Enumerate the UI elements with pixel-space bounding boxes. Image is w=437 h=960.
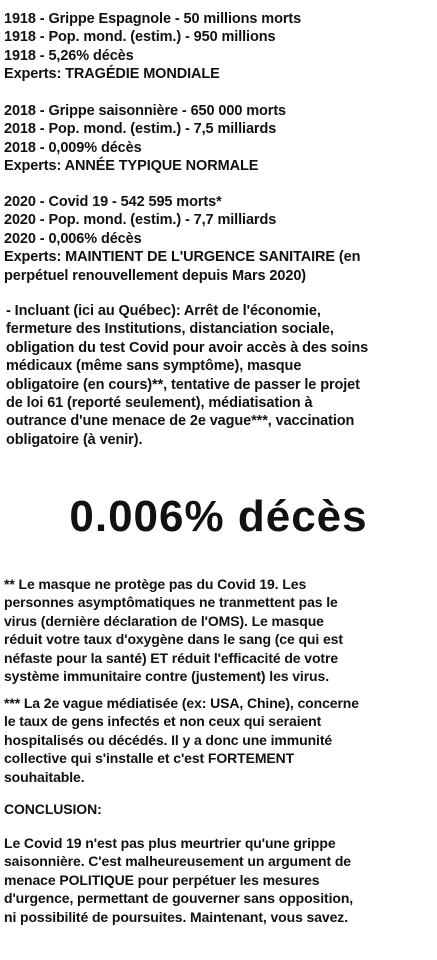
text-line: néfaste pour la santé) ET réduit l'efficacité de votre — [4, 649, 339, 666]
conclusion-heading — [4, 800, 434, 818]
text-line: saisonnière. C'est malheureusement un argument de — [4, 853, 351, 870]
conclusion-paragraph — [4, 834, 434, 926]
text-line: obligation du test Covid pour avoir accès à des soins — [6, 339, 369, 356]
text-line: 1918 - Pop. mond. (estim.) - 950 millions — [4, 29, 276, 46]
section-2020 — [4, 193, 434, 285]
text-line: ni possibilité de poursuites. Maintenant, vous savez. — [4, 908, 348, 925]
text-line: Le Covid 19 n'est pas plus meurtrier qu'une grippe — [4, 835, 336, 851]
measures-paragraph — [4, 302, 434, 449]
text-line: menace POLITIQUE pour perpétuer les mesures — [4, 871, 320, 888]
text-line: - Incluant (ici au Québec): Arrêt de l'économie, — [6, 303, 321, 319]
text-line: collective qui s'installe et c'est FORTEMENT — [4, 750, 295, 767]
text-line: ** Le masque ne protège pas du Covid 19. Les — [4, 576, 307, 592]
text-line: 1918 - 5,26% décès — [4, 47, 134, 64]
text-line: obligatoire (à venir). — [6, 431, 143, 448]
text-line: Experts: MAINTIENT DE L'URGENCE SANITAIRE (en — [4, 249, 361, 266]
text-line: perpétuel renouvellement depuis Mars 2020) — [4, 267, 307, 284]
text-line: système immunitaire contre (justement) les virus. — [4, 668, 329, 685]
text-line: 2018 - Pop. mond. (estim.) - 7,5 milliards — [4, 121, 277, 138]
text-line: de loi 61 (reporté seulement), médiatisation à — [6, 395, 313, 412]
text-line: 2020 - Pop. mond. (estim.) - 7,7 milliards — [4, 212, 277, 229]
text-line: fermeture des Institutions, distanciation sociale, — [6, 321, 334, 338]
text-line: 2020 - 0,006% décès — [4, 230, 142, 247]
text-line: outrance d'une menace de 2e vague***, vaccination — [6, 413, 355, 430]
text-line: obligatoire (en cours)**, tentative de passer le projet — [6, 376, 360, 393]
text-line: réduit votre taux d'oxygène dans le sang (ce qui est — [4, 631, 343, 648]
text-line: CONCLUSION: — [4, 801, 102, 817]
text-line: médicaux (même sans symptôme), masque — [6, 358, 302, 375]
text-line: d'urgence, permettant de gouverner sans opposition, — [4, 890, 354, 907]
text-line: 2020 - Covid 19 - 542 595 morts* — [4, 194, 222, 210]
text-line: 1918 - Grippe Espagnole - 50 millions morts — [4, 11, 302, 27]
note-mask — [4, 575, 434, 685]
text-line: hospitalisés ou décédés. Il y a donc une immunité — [4, 731, 333, 748]
note-second-wave — [4, 694, 434, 786]
text-line: 2018 - 0,009% décès — [4, 139, 142, 156]
text-line: Experts: TRAGÉDIE MONDIALE — [4, 66, 220, 83]
text-line: le taux de gens infectés et non ceux qui seraient — [4, 713, 322, 730]
text-line: 2018 - Grippe saisonnière - 650 000 morts — [4, 103, 287, 119]
section-1918 — [4, 10, 434, 84]
text-line: *** La 2e vague médiatisée (ex: USA, Chine), concerne — [4, 695, 359, 711]
headline-percentage: 0.006% décès — [69, 492, 368, 541]
section-2018 — [4, 102, 434, 176]
text-line: virus (dernière déclaration de l'OMS). Le masque — [4, 612, 324, 629]
text-line: Experts: ANNÉE TYPIQUE NORMALE — [4, 158, 259, 175]
text-line: souhaitable. — [4, 768, 85, 785]
text-line: personnes asymptômatiques ne tranmettent pas le — [4, 594, 338, 611]
